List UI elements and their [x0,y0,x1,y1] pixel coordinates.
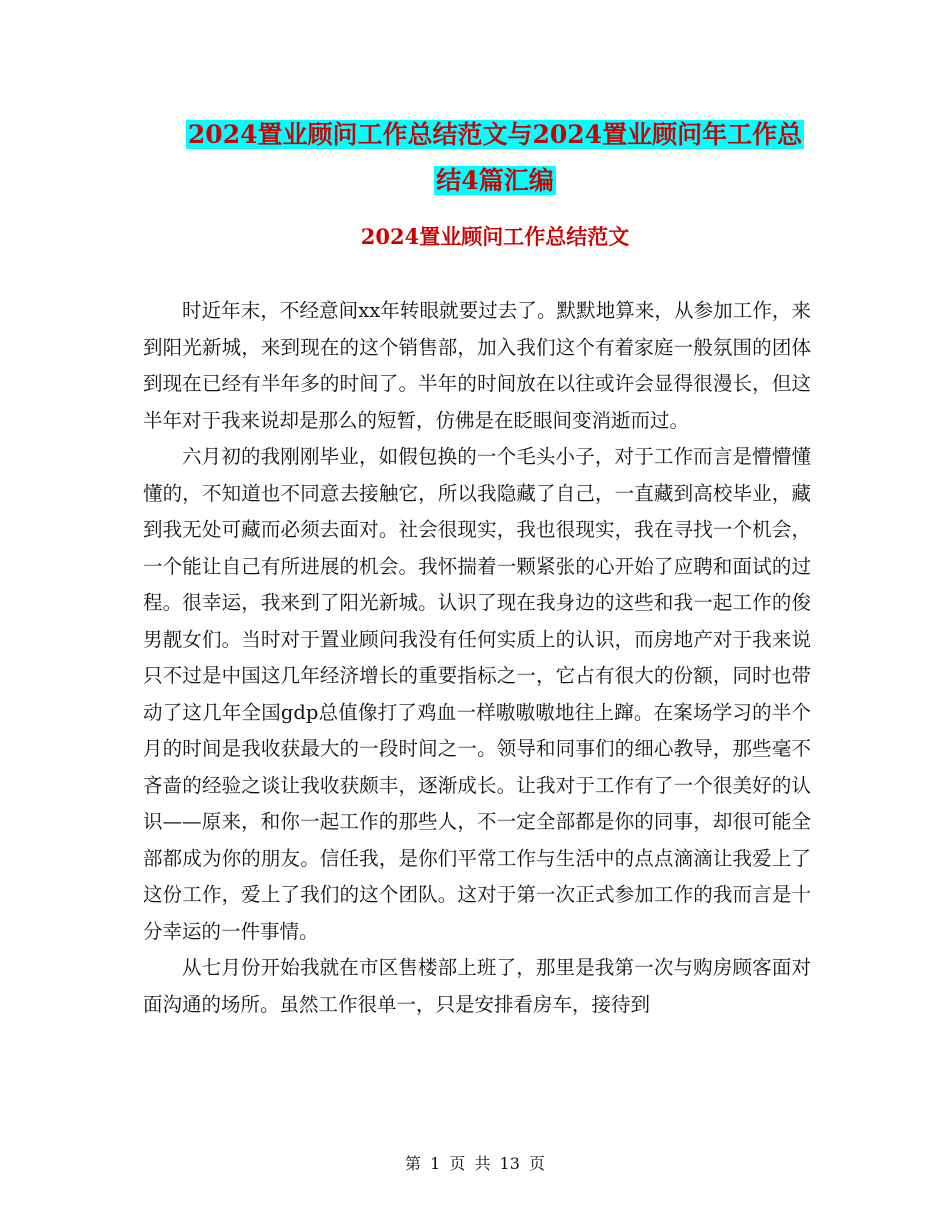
document-body [143,293,811,1023]
page-number-footer: 第 1 页 共 13 页 [405,1154,545,1173]
section-title: 2024置业顾问工作总结范文 [360,224,630,249]
document-title-line-1: 2024置业顾问工作总结范文与2024置业顾问年工作总 [187,120,803,149]
paragraph: 从七月份开始我就在市区售楼部上班了，那里是我第一次与购房顾客面对面沟通的场所。虽然工作很单一，只是安排看房车，接待到 [143,956,811,1016]
document-title-line-2: 结4篇汇编 [436,166,554,195]
paragraph: 时近年末，不经意间xx年转眼就要过去了。默默地算来，从参加工作，来到阳光新城，来到现在的这个销售部，加入我们这个有着家庭一般氛围的团体到现在已经有半年多的时间了。半年的时间放在以往或许会显得很漫长，但这半年对于我来说却是那么的短暂，仿佛是在眨眼间变消逝而过。 [143,299,811,432]
paragraph: 六月初的我刚刚毕业，如假包换的一个毛头小子，对于工作而言是懵懵懂懂的，不知道也不同意去接触它，所以我隐藏了自己，一直藏到高校毕业，藏到我无处可藏而必须去面对。社会很现实，我也很现实，我在寻找一个机会，一个能让自己有所进展的机会。我怀揣着一颗紧张的心开始了应聘和面试的过程。很幸运，我来到了阳光新城。认识了现在我身边的这些和我一起工作的俊男靓女们。当时对于置业顾问我没有任何实质上的认识，而房地产对于我来说只不过是中国这几年经济增长的重要指标之一，它占有很大的份额，同时也带动了这几年全国gdp总值像打了鸡血一样嗷嗷嗷地往上蹿。在案场学习的半个月的时间是我收获最大的一段时间之一。领导和同事们的细心教导，那些毫不吝啬的经验之谈让我收获颇丰，逐渐成长。让我对于工作有了一个很美好的认识——原来，和你一起工作的那些人，不一定全部都是你的同事，却很可能全部都成为你的朋友。信任我，是你们平常工作与生活中的点点滴滴让我爱上了这份工作，爱上了我们的这个团队。这对于第一次正式参加工作的我而言是十分幸运的一件事情。 [143,445,811,943]
document-title [140,112,850,204]
